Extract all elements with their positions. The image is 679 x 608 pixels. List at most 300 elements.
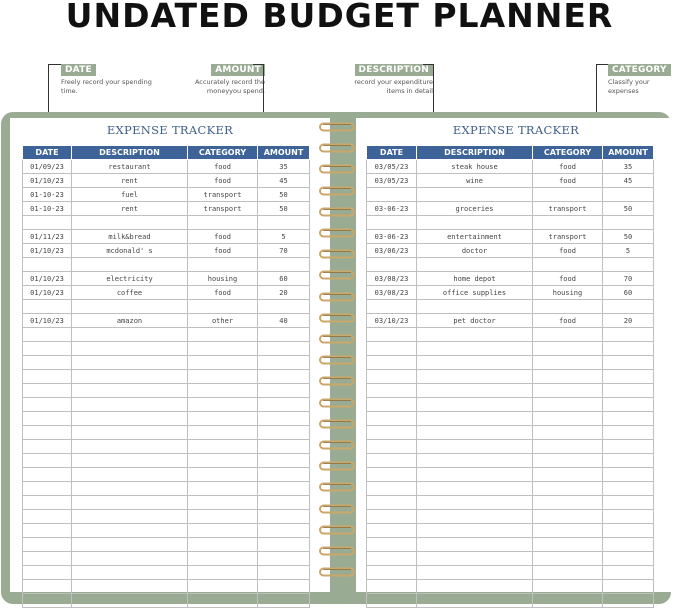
amount-cell: 50 xyxy=(258,202,310,216)
amount-cell xyxy=(258,398,310,412)
table-row xyxy=(367,188,654,202)
amount-cell: 5 xyxy=(258,230,310,244)
table-row xyxy=(367,370,654,384)
table-row xyxy=(23,188,310,202)
amount-cell xyxy=(258,482,310,496)
table-row xyxy=(367,524,654,538)
table-row xyxy=(367,510,654,524)
date-cell xyxy=(23,552,72,566)
amount-cell xyxy=(603,412,654,426)
category-cell xyxy=(533,258,603,272)
table-row xyxy=(23,552,310,566)
amount-cell xyxy=(258,342,310,356)
table-row xyxy=(367,440,654,454)
category-cell: food xyxy=(188,160,258,174)
amount-cell xyxy=(258,440,310,454)
date-cell xyxy=(367,524,417,538)
date-cell xyxy=(367,510,417,524)
amount-cell: 70 xyxy=(258,244,310,258)
description-cell xyxy=(417,594,533,608)
date-cell xyxy=(367,482,417,496)
right-page xyxy=(356,118,676,592)
left-header-amount: AMOUNT xyxy=(258,146,310,160)
description-cell xyxy=(417,580,533,594)
amount-cell xyxy=(258,496,310,510)
description-cell xyxy=(72,454,188,468)
category-cell: food xyxy=(533,160,603,174)
description-cell: wine xyxy=(417,174,533,188)
amount-cell xyxy=(603,594,654,608)
description-cell xyxy=(417,398,533,412)
amount-cell xyxy=(603,580,654,594)
callout-description-desc: record your expenditure items in detail xyxy=(354,78,433,95)
category-cell xyxy=(188,580,258,594)
description-cell xyxy=(72,468,188,482)
date-cell: 01/10/23 xyxy=(23,272,72,286)
date-cell xyxy=(23,412,72,426)
left-header-description: DESCRIPTION xyxy=(72,146,188,160)
date-cell xyxy=(23,356,72,370)
description-cell xyxy=(72,412,188,426)
amount-cell xyxy=(258,454,310,468)
amount-cell: 20 xyxy=(603,314,654,328)
amount-cell: 5 xyxy=(603,244,654,258)
category-cell xyxy=(533,454,603,468)
table-row xyxy=(367,482,654,496)
date-cell xyxy=(367,552,417,566)
spiral-ring-icon xyxy=(319,398,355,408)
table-row xyxy=(23,244,310,258)
category-cell xyxy=(533,552,603,566)
category-cell xyxy=(188,370,258,384)
description-cell xyxy=(72,398,188,412)
date-cell: 01-10-23 xyxy=(23,202,72,216)
table-row xyxy=(23,496,310,510)
callout-amount-label: AMOUNT xyxy=(211,64,265,76)
amount-cell: 50 xyxy=(603,202,654,216)
table-row xyxy=(23,454,310,468)
category-cell xyxy=(188,538,258,552)
amount-cell xyxy=(603,384,654,398)
date-cell xyxy=(367,188,417,202)
category-cell xyxy=(188,440,258,454)
amount-cell: 45 xyxy=(258,174,310,188)
category-cell: food xyxy=(188,230,258,244)
amount-cell xyxy=(258,594,310,608)
amount-cell xyxy=(603,454,654,468)
callout-category-label: CATEGORY xyxy=(608,64,671,76)
category-cell xyxy=(533,468,603,482)
date-cell: 01/10/23 xyxy=(23,314,72,328)
description-cell: fuel xyxy=(72,188,188,202)
category-cell: transport xyxy=(188,202,258,216)
table-row xyxy=(23,202,310,216)
amount-cell xyxy=(258,258,310,272)
spiral-ring-icon xyxy=(319,249,355,259)
table-row xyxy=(367,412,654,426)
table-row xyxy=(23,230,310,244)
amount-cell: 60 xyxy=(603,286,654,300)
category-cell xyxy=(188,454,258,468)
date-cell: 03-06-23 xyxy=(367,202,417,216)
spiral-ring-icon xyxy=(319,292,355,302)
date-cell: 03/06/23 xyxy=(367,244,417,258)
category-cell xyxy=(533,356,603,370)
spiral-ring-icon xyxy=(319,482,355,492)
date-cell xyxy=(367,468,417,482)
table-row xyxy=(23,482,310,496)
description-cell: steak house xyxy=(417,160,533,174)
description-cell xyxy=(417,342,533,356)
category-cell xyxy=(533,342,603,356)
callout-date xyxy=(61,57,161,96)
description-cell xyxy=(72,566,188,580)
amount-cell: 70 xyxy=(603,272,654,286)
category-cell: transport xyxy=(188,188,258,202)
description-cell xyxy=(72,370,188,384)
description-cell: mcdonald' s xyxy=(72,244,188,258)
date-cell: 03-06-23 xyxy=(367,230,417,244)
category-cell xyxy=(533,188,603,202)
date-cell xyxy=(23,594,72,608)
amount-cell: 50 xyxy=(603,230,654,244)
date-cell xyxy=(367,300,417,314)
description-cell xyxy=(417,216,533,230)
description-cell xyxy=(72,482,188,496)
category-cell xyxy=(533,510,603,524)
table-row xyxy=(367,258,654,272)
amount-cell xyxy=(603,370,654,384)
date-cell: 01/10/23 xyxy=(23,174,72,188)
spiral-ring-icon xyxy=(319,334,355,344)
description-cell: restaurant xyxy=(72,160,188,174)
date-cell xyxy=(367,258,417,272)
description-cell xyxy=(417,496,533,510)
amount-cell xyxy=(603,188,654,202)
category-cell xyxy=(533,524,603,538)
category-cell xyxy=(533,594,603,608)
category-cell xyxy=(188,216,258,230)
spiral-ring-icon xyxy=(319,228,355,238)
amount-cell xyxy=(258,216,310,230)
date-cell: 01/10/23 xyxy=(23,286,72,300)
amount-cell xyxy=(258,384,310,398)
table-row xyxy=(367,552,654,566)
category-cell xyxy=(188,468,258,482)
category-cell xyxy=(188,258,258,272)
category-cell xyxy=(188,412,258,426)
description-cell xyxy=(72,440,188,454)
table-row xyxy=(23,328,310,342)
date-cell xyxy=(23,454,72,468)
right-header-category: CATEGORY xyxy=(533,146,603,160)
amount-cell: 60 xyxy=(258,272,310,286)
table-row xyxy=(367,468,654,482)
right-expense-table xyxy=(366,145,654,608)
left-page-title: EXPENSE TRACKER xyxy=(106,123,234,137)
table-row xyxy=(367,342,654,356)
date-cell: 01/11/23 xyxy=(23,230,72,244)
description-cell xyxy=(417,552,533,566)
category-cell xyxy=(533,538,603,552)
description-cell xyxy=(417,440,533,454)
callout-date-label: DATE xyxy=(61,64,96,76)
table-row xyxy=(367,384,654,398)
amount-cell xyxy=(258,356,310,370)
date-cell xyxy=(367,496,417,510)
description-cell xyxy=(72,524,188,538)
date-cell xyxy=(23,440,72,454)
table-row xyxy=(23,356,310,370)
category-cell xyxy=(188,510,258,524)
right-page-title: EXPENSE TRACKER xyxy=(452,123,580,137)
description-cell xyxy=(417,328,533,342)
date-cell xyxy=(367,426,417,440)
description-cell xyxy=(417,454,533,468)
date-cell xyxy=(367,580,417,594)
date-cell xyxy=(23,300,72,314)
description-cell: coffee xyxy=(72,286,188,300)
category-cell xyxy=(188,524,258,538)
description-cell xyxy=(72,426,188,440)
table-row xyxy=(367,454,654,468)
category-cell xyxy=(188,482,258,496)
category-cell xyxy=(533,580,603,594)
amount-cell xyxy=(258,524,310,538)
table-row xyxy=(367,160,654,174)
amount-cell xyxy=(603,510,654,524)
date-cell xyxy=(367,356,417,370)
category-cell xyxy=(188,300,258,314)
description-cell: rent xyxy=(72,202,188,216)
table-row xyxy=(23,342,310,356)
spiral-ring-icon xyxy=(319,419,355,429)
callout-date-desc: Freely record your spending time. xyxy=(61,78,152,95)
spiral-ring-icon xyxy=(319,567,355,577)
date-cell xyxy=(367,440,417,454)
date-cell: 03/08/23 xyxy=(367,272,417,286)
callout-amount-desc: Accurately record the moneyyou spend. xyxy=(194,78,265,95)
date-cell xyxy=(367,412,417,426)
spiral-ring-icon xyxy=(319,504,355,514)
amount-cell xyxy=(603,468,654,482)
date-cell xyxy=(23,524,72,538)
amount-cell xyxy=(258,510,310,524)
description-cell xyxy=(417,510,533,524)
table-row xyxy=(23,580,310,594)
description-cell: home depot xyxy=(417,272,533,286)
amount-cell xyxy=(603,440,654,454)
amount-cell: 20 xyxy=(258,286,310,300)
table-row xyxy=(23,286,310,300)
category-cell xyxy=(533,482,603,496)
description-cell xyxy=(417,426,533,440)
date-cell xyxy=(23,482,72,496)
date-cell: 03/05/23 xyxy=(367,174,417,188)
table-row xyxy=(367,286,654,300)
description-cell xyxy=(72,342,188,356)
table-row xyxy=(23,258,310,272)
table-row xyxy=(23,538,310,552)
description-cell xyxy=(72,594,188,608)
description-cell: pet doctor xyxy=(417,314,533,328)
category-cell xyxy=(533,412,603,426)
amount-cell: 35 xyxy=(603,160,654,174)
table-row xyxy=(23,300,310,314)
spiral-ring-icon xyxy=(319,355,355,365)
date-cell xyxy=(23,370,72,384)
category-cell xyxy=(188,594,258,608)
category-cell xyxy=(188,552,258,566)
category-cell: housing xyxy=(188,272,258,286)
amount-cell xyxy=(603,398,654,412)
left-header-category: CATEGORY xyxy=(188,146,258,160)
date-cell xyxy=(23,468,72,482)
amount-cell xyxy=(258,370,310,384)
table-row xyxy=(23,594,310,608)
amount-cell xyxy=(258,412,310,426)
description-cell xyxy=(72,300,188,314)
date-cell xyxy=(367,370,417,384)
category-cell: food xyxy=(533,272,603,286)
category-cell xyxy=(533,370,603,384)
description-cell: rent xyxy=(72,174,188,188)
callout-description-label: DESCRIPTION xyxy=(355,64,433,76)
amount-cell: 40 xyxy=(258,314,310,328)
description-cell: groceries xyxy=(417,202,533,216)
description-cell xyxy=(417,356,533,370)
category-cell: food xyxy=(533,174,603,188)
date-cell: 03/10/23 xyxy=(367,314,417,328)
callout-category-desc: Classify your expenses xyxy=(608,78,650,95)
amount-cell xyxy=(603,258,654,272)
category-cell xyxy=(533,426,603,440)
amount-cell xyxy=(603,300,654,314)
table-row xyxy=(367,426,654,440)
amount-cell xyxy=(603,538,654,552)
table-row xyxy=(23,174,310,188)
date-cell xyxy=(23,566,72,580)
table-row xyxy=(23,384,310,398)
category-cell xyxy=(188,328,258,342)
amount-cell xyxy=(603,552,654,566)
table-row xyxy=(23,426,310,440)
table-row xyxy=(23,440,310,454)
table-row xyxy=(367,538,654,552)
table-row xyxy=(367,328,654,342)
category-cell: food xyxy=(533,314,603,328)
amount-cell xyxy=(603,216,654,230)
description-cell xyxy=(72,552,188,566)
description-cell: amazon xyxy=(72,314,188,328)
description-cell xyxy=(72,384,188,398)
category-cell xyxy=(188,426,258,440)
table-row xyxy=(23,398,310,412)
spiral-ring-icon xyxy=(319,270,355,280)
spiral-ring-icon xyxy=(319,376,355,386)
table-row xyxy=(367,174,654,188)
spiral-ring-icon xyxy=(319,546,355,556)
description-cell xyxy=(417,370,533,384)
date-cell xyxy=(23,538,72,552)
amount-cell xyxy=(603,524,654,538)
description-cell xyxy=(72,328,188,342)
description-cell xyxy=(72,538,188,552)
spiral-ring-icon xyxy=(319,164,355,174)
table-row xyxy=(23,468,310,482)
description-cell xyxy=(417,482,533,496)
category-cell: transport xyxy=(533,202,603,216)
spiral-ring-icon xyxy=(319,440,355,450)
date-cell: 01-10-23 xyxy=(23,188,72,202)
table-row xyxy=(367,356,654,370)
category-cell xyxy=(533,566,603,580)
date-cell xyxy=(367,454,417,468)
amount-cell xyxy=(603,342,654,356)
description-cell xyxy=(72,510,188,524)
amount-cell: 35 xyxy=(258,160,310,174)
amount-cell xyxy=(603,496,654,510)
right-header-amount: AMOUNT xyxy=(603,146,654,160)
table-row xyxy=(23,160,310,174)
date-cell: 03/08/23 xyxy=(367,286,417,300)
left-header-date: DATE xyxy=(23,146,72,160)
date-cell xyxy=(367,342,417,356)
amount-cell xyxy=(603,482,654,496)
planner-title: UNDATED BUDGET PLANNER xyxy=(65,0,614,35)
spiral-ring-icon xyxy=(319,525,355,535)
category-cell: housing xyxy=(533,286,603,300)
category-cell: transport xyxy=(533,230,603,244)
category-cell xyxy=(533,384,603,398)
description-cell xyxy=(417,188,533,202)
amount-cell xyxy=(258,552,310,566)
left-expense-table xyxy=(22,145,310,608)
category-cell xyxy=(188,384,258,398)
table-row xyxy=(23,524,310,538)
spiral-binding xyxy=(317,118,357,592)
description-cell xyxy=(72,258,188,272)
category-cell xyxy=(533,300,603,314)
spiral-ring-icon xyxy=(319,122,355,132)
table-row xyxy=(23,510,310,524)
table-row xyxy=(367,594,654,608)
category-cell xyxy=(533,216,603,230)
table-row xyxy=(367,566,654,580)
table-row xyxy=(367,300,654,314)
amount-cell xyxy=(603,328,654,342)
description-cell xyxy=(417,524,533,538)
category-cell: food xyxy=(188,174,258,188)
description-cell xyxy=(417,566,533,580)
amount-cell xyxy=(258,538,310,552)
amount-cell xyxy=(258,300,310,314)
table-row xyxy=(367,398,654,412)
amount-cell: 45 xyxy=(603,174,654,188)
date-cell xyxy=(367,328,417,342)
date-cell xyxy=(23,580,72,594)
table-row xyxy=(367,314,654,328)
date-cell: 01/09/23 xyxy=(23,160,72,174)
table-row xyxy=(23,566,310,580)
table-row xyxy=(367,244,654,258)
table-row xyxy=(367,496,654,510)
description-cell xyxy=(72,580,188,594)
table-row xyxy=(367,216,654,230)
table-row xyxy=(367,272,654,286)
date-cell xyxy=(367,566,417,580)
description-cell: electricity xyxy=(72,272,188,286)
